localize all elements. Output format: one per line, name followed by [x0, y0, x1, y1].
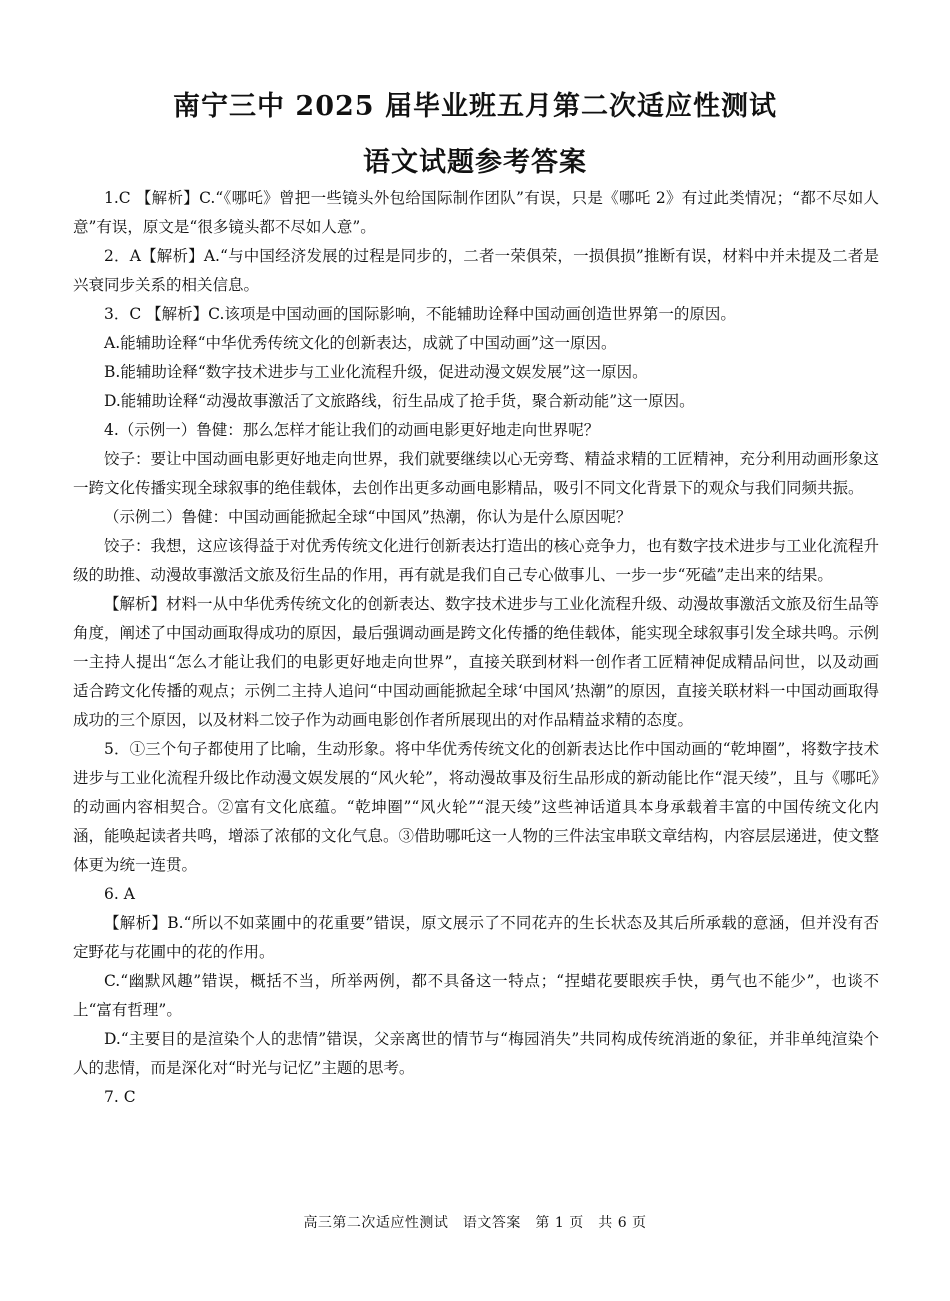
answer-paragraph: 2．A【解析】A.“与中国经济发展的过程是同步的，二者一荣俱荣，一损俱损”推断有误，材料中并未提及二者是兴衰同步关系的相关信息。: [73, 247, 879, 294]
answer-paragraph: 7. C: [104, 1088, 136, 1106]
answer-paragraph: 4.（示例一）鲁健：那么怎样才能让我们的动画电影更好地走向世界呢？: [104, 421, 600, 439]
answer-paragraph: 1.C 【解析】C.“《哪吒》曾把一些镜头外包给国际制作团队”有误，只是《哪吒 2》有过此类情况；“都不尽如人意”有误，原文是“很多镜头都不尽如人意”。: [73, 189, 879, 236]
answer-paragraph: D.能辅助诠释“动漫故事激活了文旅路线，衍生品成了抢手货，聚合新动能”这一原因。: [104, 392, 695, 410]
answer-paragraph: A.能辅助诠释“中华优秀传统文化的创新表达，成就了中国动画”这一原因。: [104, 334, 617, 352]
answer-paragraph: 6. A: [104, 885, 135, 903]
answer-paragraph: D.“主要目的是渲染个人的悲情”错误，父亲离世的情节与“梅园消失”共同构成传统消逝的象征，并非单纯渲染个人的悲情，而是深化对“时光与记忆”主题的思考。: [73, 1030, 879, 1077]
answer-paragraph: 【解析】B.“所以不如菜圃中的花重要”错误，原文展示了不同花卉的生长状态及其后所承载的意涵，但并没有否定野花与花圃中的花的作用。: [73, 914, 879, 961]
answer-body: [73, 184, 879, 1112]
answer-paragraph: 5．①三个句子都使用了比喻，生动形象。将中华优秀传统文化的创新表达比作中国动画的“乾坤圈”，将数字技术进步与工业化流程升级比作动漫文娱发展的“风火轮”，将动漫故事及衍生品形成的新动能比作“混天绫”，且与《哪吒》的动画内容相契合。②富有文化底蕴。“乾坤圈”“风火轮”“混天绫”这些神话道具本身承载着丰富的中国传统文化内涵，能唤起读者共鸣，增添了浓郁的文化气息。③借助哪吒这一人物的三件法宝串联文章结构，内容层层递进，使文整体更为统一连贯。: [73, 740, 880, 874]
answer-paragraph: 【解析】材料一从中华优秀传统文化的创新表达、数字技术进步与工业化流程升级、动漫故事激活文旅及衍生品等角度，阐述了中国动画取得成功的原因，最后强调动画是跨文化传播的绝佳载体，能实现全球叙事引发全球共鸣。示例一主持人提出“怎么才能让我们的电影更好地走向世界”，直接关联到材料一创作者工匠精神促成精品问世，以及动画适合跨文化传播的观点；示例二主持人追问“中国动画能掀起全球‘中国风’热潮”的原因，直接关联材料一中国动画取得成功的三个原因，以及材料二饺子作为动画电影创作者所展现出的对作品精益求精的态度。: [73, 595, 880, 729]
document-title: 南宁三中 2025 届毕业班五月第二次适应性测试: [173, 91, 777, 122]
answer-paragraph: C.“幽默风趣”错误，概括不当，所举两例，都不具备这一特点；“捏蜡花要眼疾手快，勇气也不能少”，也谈不上“富有哲理”。: [73, 972, 879, 1019]
answer-paragraph: B.能辅助诠释“数字技术进步与工业化流程升级，促进动漫文娱发展”这一原因。: [104, 363, 648, 381]
document-subtitle: 语文试题参考答案: [363, 147, 587, 178]
answer-paragraph: 饺子：我想，这应该得益于对优秀传统文化进行创新表达打造出的核心竞争力，也有数字技术进步与工业化流程升级的助推、动漫故事激活文旅及衍生品的作用，再有就是我们自己专心做事儿、一步一步“死磕”走出来的结果。: [73, 537, 880, 584]
answer-paragraph: 饺子：要让中国动画电影更好地走向世界，我们就要继续以心无旁骛、精益求精的工匠精神，充分利用动画形象这一跨文化传播实现全球叙事的绝佳载体，去创作出更多动画电影精品，吸引不同文化背景下的观众与我们同频共振。: [73, 450, 880, 497]
page-footer: 高三第二次适应性测试 语文答案 第 1 页 共 6 页: [303, 1215, 647, 1231]
answer-paragraph: 3．C 【解析】C.该项是中国动画的国际影响，不能辅助诠释中国动画创造世界第一的原因。: [104, 305, 736, 323]
answer-paragraph: （示例二）鲁健：中国动画能掀起全球“中国风”热潮，你认为是什么原因呢？: [104, 508, 632, 526]
